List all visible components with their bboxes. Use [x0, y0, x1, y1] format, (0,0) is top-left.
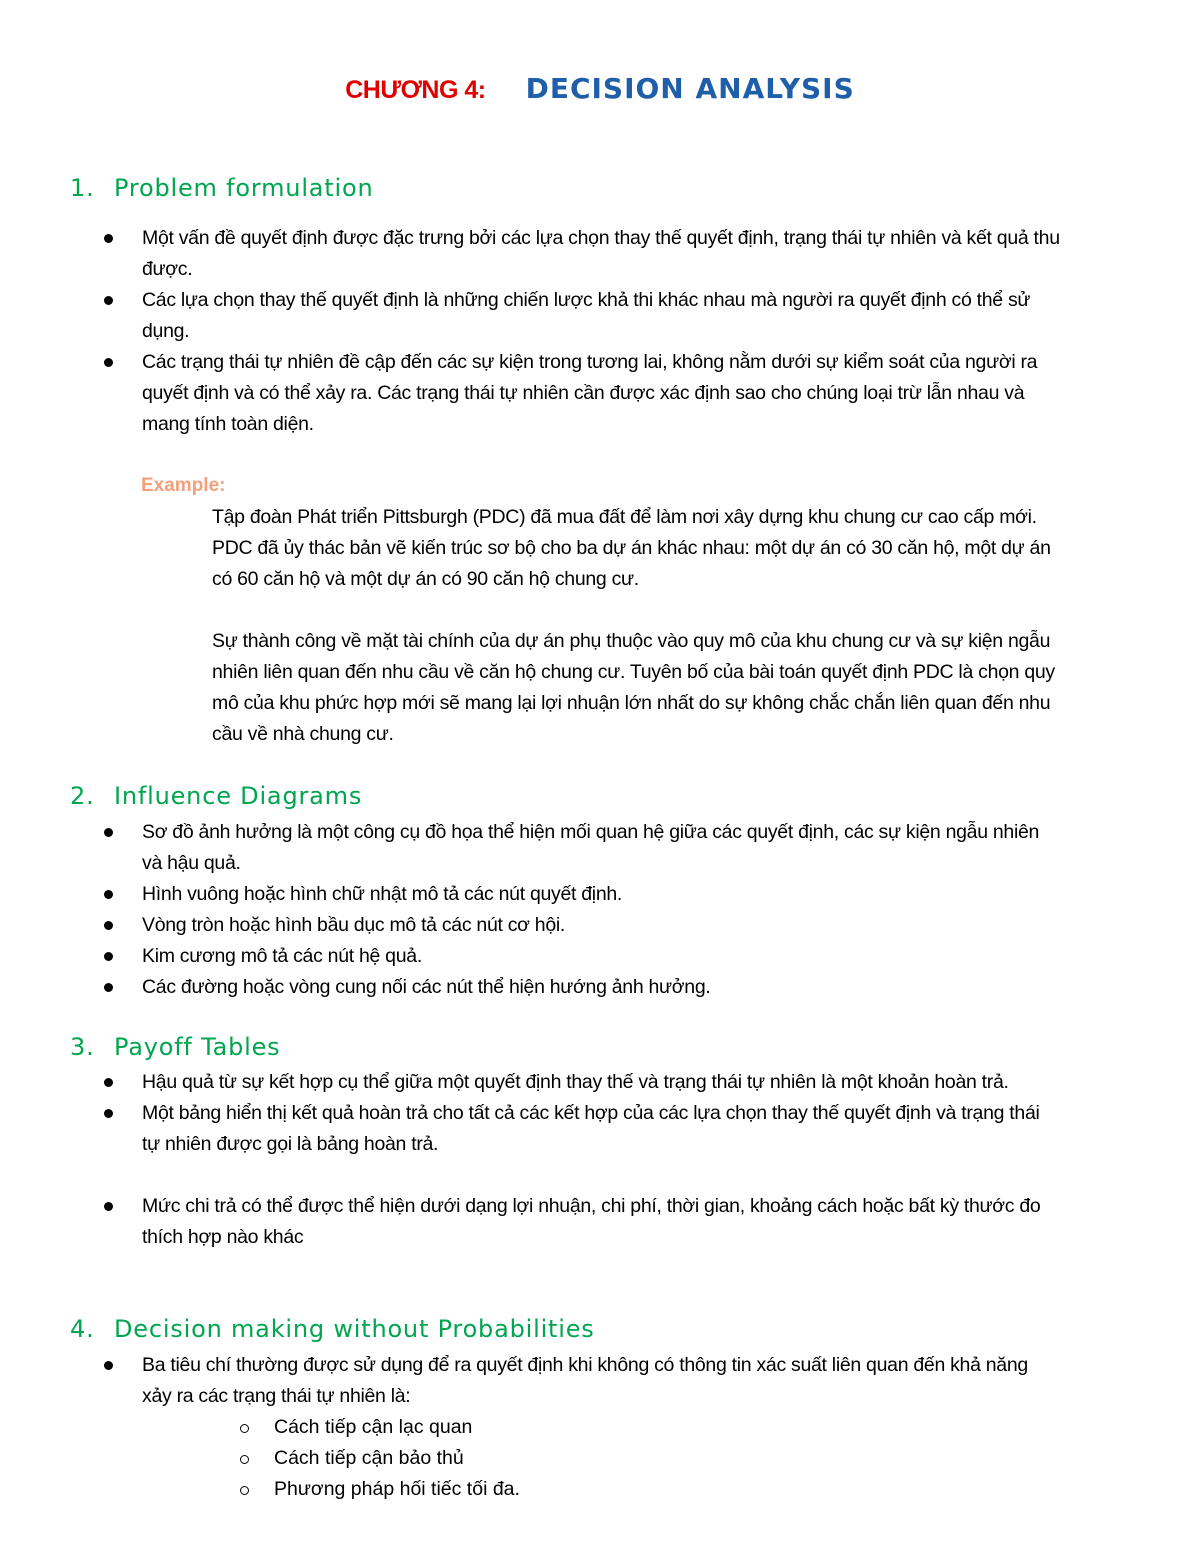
section-title: Decision making without Probabilities — [114, 1315, 595, 1343]
section-title: Payoff Tables — [114, 1033, 281, 1061]
bullet-icon — [104, 1078, 113, 1087]
bullet-icon — [104, 828, 113, 837]
example-paragraph: Tập đoàn Phát triển Pittsburgh (PDC) đã mua đất để làm nơi xây dựng khu chung cư cao cấp mới. PDC đã ủy thác bản vẽ kiến trúc sơ bộ cho ba dự án khác nhau: một dự án có 30 căn hộ, một dự án có 60 căn hộ và một dự án có 90 căn hộ chung cư. — [212, 506, 1051, 590]
list-item — [100, 223, 1060, 285]
bullet-text: Hình vuông hoặc hình chữ nhật mô tả các nút quyết định. — [142, 883, 623, 905]
section-number: 3. — [70, 1033, 95, 1061]
sub-item-text: Cách tiếp cận lạc quan — [274, 1416, 473, 1438]
bullet-icon — [104, 983, 113, 992]
sub-list-item — [240, 1474, 520, 1505]
bullet-icon — [104, 234, 113, 243]
section-4-sublist — [240, 1412, 520, 1505]
circle-bullet-icon — [240, 1486, 249, 1495]
section-heading-1 — [70, 174, 373, 202]
bullet-icon — [104, 1361, 113, 1370]
bullet-text: Một vấn đề quyết định được đặc trưng bởi các lựa chọn thay thế quyết định, trạng thái tự nhiên và kết quả thu được. — [142, 227, 1060, 280]
section-number: 2. — [70, 782, 95, 810]
circle-bullet-icon — [240, 1424, 249, 1433]
section-1-bullets — [100, 223, 1060, 440]
section-title: Problem formulation — [114, 174, 374, 202]
circle-bullet-icon — [240, 1455, 249, 1464]
list-item — [100, 285, 1060, 347]
bullet-text: Các đường hoặc vòng cung nối các nút thể hiện hướng ảnh hưởng. — [142, 976, 711, 998]
bullet-icon — [104, 1202, 113, 1211]
bullet-text: Các trạng thái tự nhiên đề cập đến các sự kiện trong tương lai, không nằm dưới sự kiểm soát của người ra quyết định và có thể xảy ra. Các trạng thái tự nhiên cần được xác định sao cho chúng loại trừ lẫn nhau và mang tính toàn diện. — [142, 351, 1038, 435]
list-item — [100, 347, 1060, 440]
list-item — [100, 1191, 1060, 1253]
bullet-icon — [104, 296, 113, 305]
bullet-icon — [104, 1109, 113, 1118]
section-heading-2 — [70, 782, 362, 810]
section-number: 1. — [70, 174, 95, 202]
sub-item-text: Phương pháp hối tiếc tối đa. — [274, 1478, 520, 1500]
bullet-icon — [104, 921, 113, 930]
list-item — [100, 1067, 1060, 1098]
sub-item-text: Cách tiếp cận bảo thủ — [274, 1447, 464, 1469]
list-item — [100, 972, 1060, 1003]
bullet-text: Kim cương mô tả các nút hệ quả. — [142, 945, 422, 967]
list-item — [100, 910, 1060, 941]
section-3-bullets — [100, 1067, 1060, 1253]
list-item — [100, 817, 1060, 879]
sub-list-item — [240, 1443, 520, 1474]
sub-list-item — [240, 1412, 520, 1443]
bullet-text: Sơ đồ ảnh hưởng là một công cụ đồ họa thể hiện mối quan hệ giữa các quyết định, các sự kiện ngẫu nhiên và hậu quả. — [142, 821, 1040, 874]
chapter-main-title: DECISION ANALYSIS — [525, 72, 855, 105]
chapter-number: CHƯƠNG 4: — [345, 76, 486, 104]
example-label: Example: — [141, 475, 226, 496]
bullet-icon — [104, 358, 113, 367]
bullet-text: Các lựa chọn thay thế quyết định là những chiến lược khả thi khác nhau mà người ra quyết định có thể sử dụng. — [142, 289, 1031, 342]
section-4-bullets — [100, 1350, 1060, 1412]
list-item — [100, 1098, 1060, 1160]
chapter-title — [0, 72, 1200, 105]
section-title: Influence Diagrams — [114, 782, 363, 810]
section-heading-3 — [70, 1033, 280, 1061]
section-2-bullets — [100, 817, 1060, 1003]
section-heading-4 — [70, 1315, 595, 1343]
bullet-text: Ba tiêu chí thường được sử dụng để ra quyết định khi không có thông tin xác suất liên quan đến khả năng xảy ra các trạng thái tự nhiên là: — [142, 1354, 1028, 1407]
bullet-text: Hậu quả từ sự kết hợp cụ thể giữa một quyết định thay thế và trạng thái tự nhiên là một khoản hoàn trả. — [142, 1071, 1009, 1093]
example-paragraph: Sự thành công về mặt tài chính của dự án phụ thuộc vào quy mô của khu chung cư và sự kiện ngẫu nhiên liên quan đến nhu cầu về căn hộ chung cư. Tuyên bố của bài toán quyết định PDC là chọn quy mô của khu phức hợp mới sẽ mang lại lợi nhuận lớn nhất do sự không chắc chắn liên quan đến nhu cầu về nhà chung cư. — [212, 630, 1055, 745]
list-item — [100, 941, 1060, 972]
bullet-icon — [104, 952, 113, 961]
list-item — [100, 1350, 1060, 1412]
bullet-icon — [104, 890, 113, 899]
bullet-text: Một bảng hiển thị kết quả hoàn trả cho tất cả các kết hợp của các lựa chọn thay thế quyết định và trạng thái tự nhiên được gọi là bảng hoàn trả. — [142, 1102, 1040, 1155]
list-item — [100, 879, 1060, 910]
section-number: 4. — [70, 1315, 95, 1343]
bullet-text: Vòng tròn hoặc hình bầu dục mô tả các nút cơ hội. — [142, 914, 566, 936]
bullet-text: Mức chi trả có thể được thể hiện dưới dạng lợi nhuận, chi phí, thời gian, khoảng cách hoặc bất kỳ thước đo thích hợp nào khác — [142, 1195, 1041, 1248]
